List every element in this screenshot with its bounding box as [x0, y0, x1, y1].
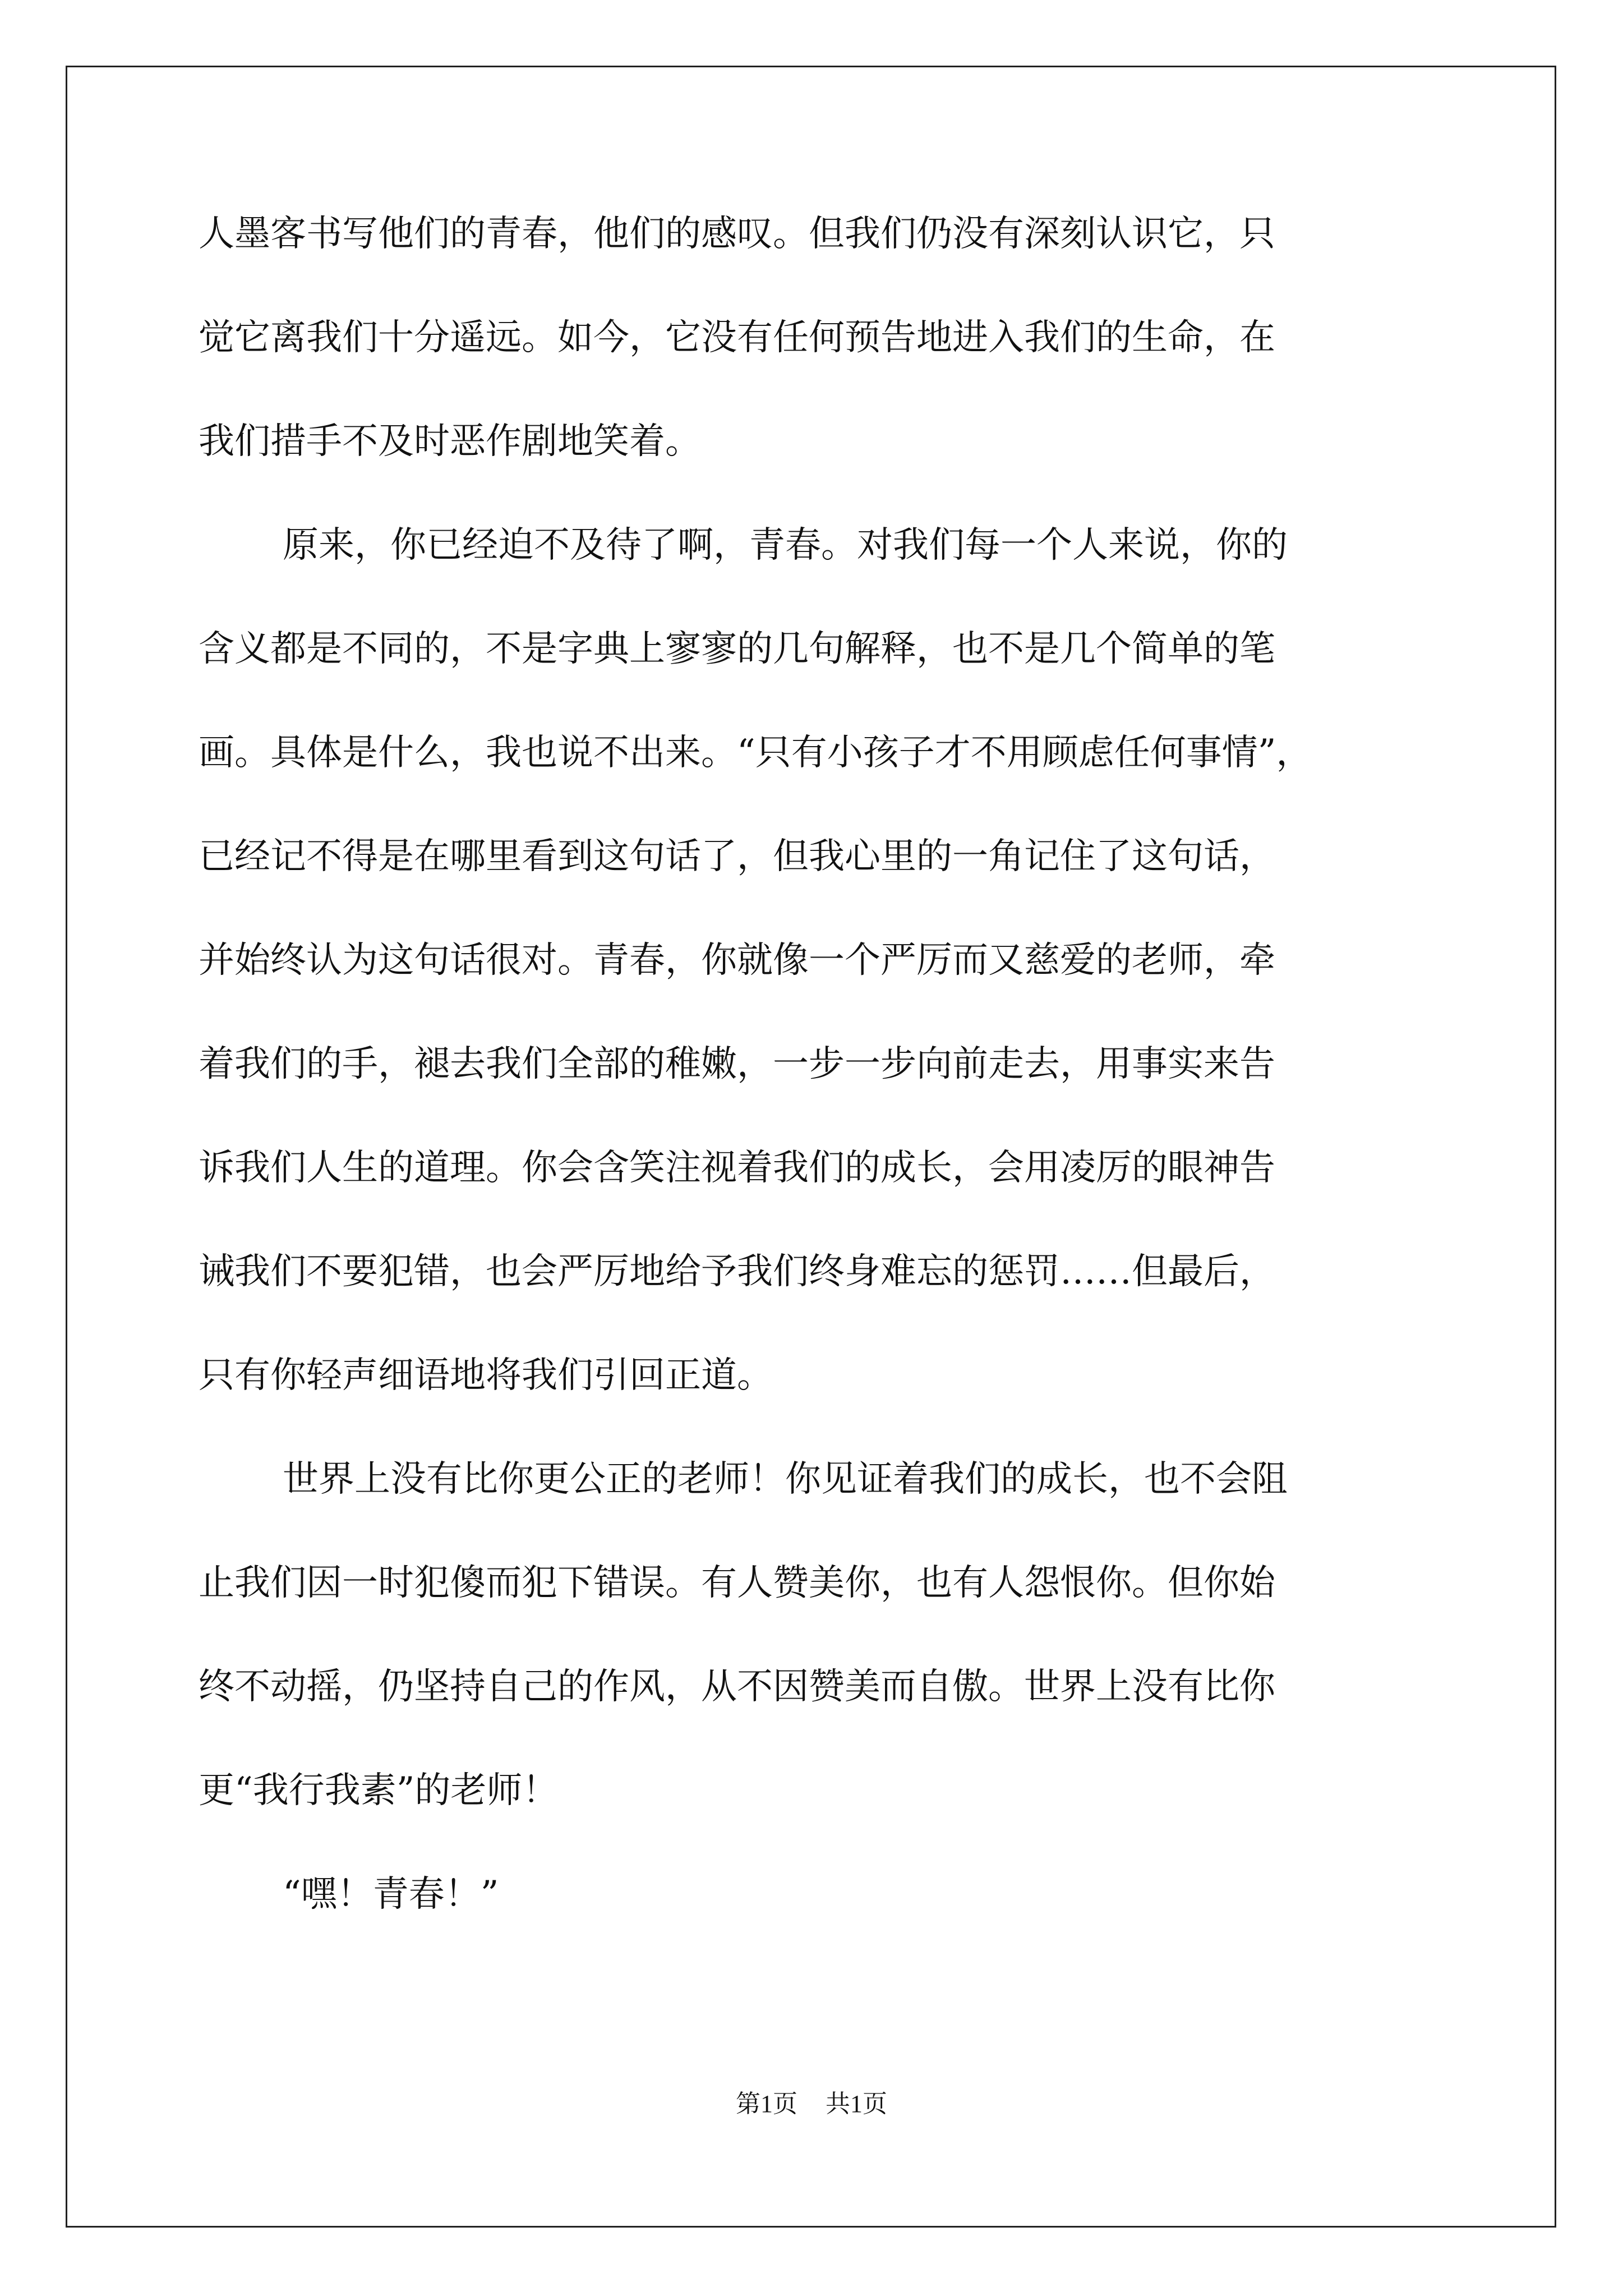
- text-line: 原来，你已经迫不及待了啊，青春。对我们每一个人来说，你的: [283, 524, 1288, 566]
- text-line: 含义都是不同的，不是字典上寥寥的几句解释，也不是几个简单的笔: [199, 628, 1275, 670]
- paragraph-1: [199, 215, 1432, 527]
- text-line: 诉我们人生的道理。你会含笑注视着我们的成长，会用凌厉的眼神告: [199, 1147, 1275, 1189]
- paragraph-2: [199, 524, 1432, 1461]
- text-line: 终不动摇，仍坚持自己的作风，从不因赞美而自傲。世界上没有比你: [199, 1666, 1275, 1708]
- text-line: 世界上没有比你更公正的老师！你见证着我们的成长，也不会阻: [283, 1458, 1288, 1500]
- text-line: 已经记不得是在哪里看到这句话了，但我心里的一角记住了这句话，: [199, 836, 1275, 877]
- text-line: 并始终认为这句话很对。青春，你就像一个严厉而又慈爱的老师，牵: [199, 940, 1275, 981]
- text-line: 画。具体是什么，我也说不出来。“只有小孩子才不用顾虑任何事情”，: [199, 732, 1312, 774]
- paragraph-3: [199, 1458, 1432, 1876]
- text-line: 诫我们不要犯错，也会严厉地给予我们终身难忘的惩罚……但最后，: [199, 1251, 1275, 1292]
- text-line: 止我们因一时犯傻而犯下错误。有人赞美你，也有人怨恨你。但你始: [199, 1562, 1275, 1604]
- paragraph-4: [199, 1876, 1432, 1980]
- text-line: 我们措手不及时恶作剧地笑着。: [199, 421, 701, 462]
- page-footer: [0, 2090, 1623, 2118]
- page-number: 第1页: [736, 2090, 797, 2118]
- text-line: 人墨客书写他们的青春，他们的感叹。但我们仍没有深刻认识它，只: [199, 213, 1275, 255]
- document-body: [199, 215, 1432, 1980]
- page-total: 共1页: [826, 2090, 887, 2118]
- text-line: “嘿！青春！”: [283, 1874, 499, 1915]
- text-line: 更“我行我素”的老师！: [199, 1770, 559, 1811]
- text-line: 觉它离我们十分遥远。如今，它没有任何预告地进入我们的生命，在: [199, 317, 1275, 358]
- text-line: 着我们的手，褪去我们全部的稚嫩，一步一步向前走去，用事实来告: [199, 1043, 1275, 1085]
- text-line: 只有你轻声细语地将我们引回正道。: [199, 1355, 773, 1396]
